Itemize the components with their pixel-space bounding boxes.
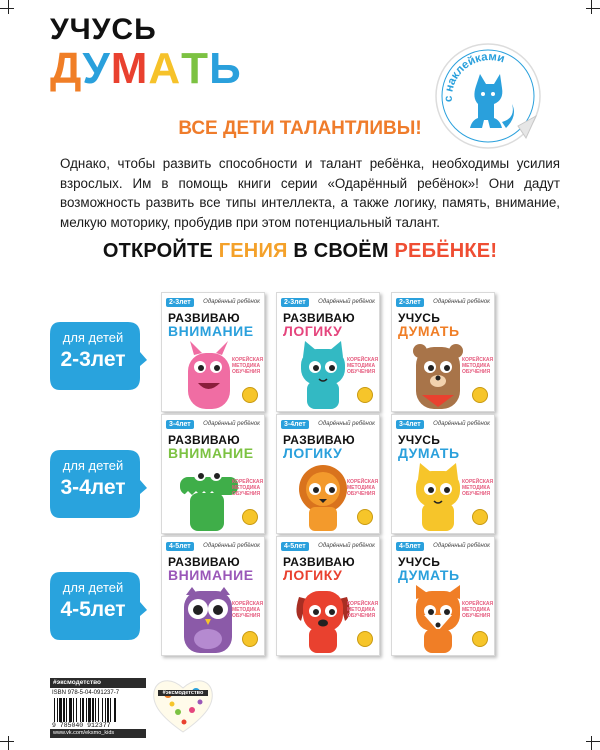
quality-seal-icon <box>472 631 488 647</box>
book-title-line1: РАЗВИВАЮ <box>283 433 355 447</box>
series-logo: Одарённый ребёнок <box>203 543 260 549</box>
quality-seal-icon <box>357 387 373 403</box>
book-cover <box>161 292 265 412</box>
age-label-small: для детей <box>62 580 124 595</box>
crop-mark-tl-v <box>8 0 9 14</box>
tagline-part4: РЕБЁНКЕ! <box>394 240 498 262</box>
series-title-line2 <box>50 46 242 92</box>
crop-mark-br-v <box>591 736 592 750</box>
tagline <box>0 240 600 263</box>
series-title-letter: Ь <box>209 44 242 93</box>
series-logo: Одарённый ребёнок <box>203 421 260 427</box>
heart-badge-label: #эксмодетство <box>158 690 208 696</box>
age-label-small: для детей <box>62 330 124 345</box>
dog-icon <box>285 585 361 655</box>
book-age-tag: 2-3лет <box>166 298 194 307</box>
series-logo: Одарённый ребёнок <box>433 543 490 549</box>
crop-mark-bl-v <box>8 736 9 750</box>
brand-hashtag: #эксмодетство <box>50 678 146 688</box>
series-logo: Одарённый ребёнок <box>203 299 260 305</box>
age-bubble-3-4 <box>50 446 148 526</box>
series-title-letter: Т <box>181 44 210 93</box>
book-title-line2: ВНИМАНИЕ <box>168 323 254 339</box>
method-label: КОРЕЙСКАЯ МЕТОДИКА ОБУЧЕНИЯ <box>462 357 494 375</box>
book-age-tag: 4-5лет <box>166 542 194 551</box>
headline: ВСЕ ДЕТИ ТАЛАНТЛИВЫ! <box>178 118 422 139</box>
book-cover <box>161 414 265 534</box>
series-logo: Одарённый ребёнок <box>433 299 490 305</box>
book-title-line1: УЧУСЬ <box>398 433 441 447</box>
barcode-digits: 9 785040 912377 <box>52 722 111 729</box>
crop-mark-tr-v <box>591 0 592 14</box>
age-label-big: 4-5лет <box>60 598 126 621</box>
tagline-part3: В СВОЁМ <box>287 240 395 262</box>
series-title-letter: Д <box>50 44 83 93</box>
book-cover <box>391 292 495 412</box>
crop-mark-tl-h <box>0 8 14 9</box>
owl-icon <box>170 585 246 655</box>
book-title-line2: ВНИМАНИЕ <box>168 445 254 461</box>
age-label-big: 2-3лет <box>60 348 126 371</box>
book-title-line1: РАЗВИВАЮ <box>283 555 355 569</box>
heart-badge-icon <box>150 672 216 738</box>
quality-seal-icon <box>242 631 258 647</box>
book-cover <box>276 292 380 412</box>
crocodile-icon <box>170 463 246 533</box>
book-cover <box>276 414 380 534</box>
tagline-part2: ГЕНИЯ <box>218 240 288 262</box>
book-cover <box>391 414 495 534</box>
series-title <box>50 14 242 92</box>
book-age-tag: 2-3лет <box>396 298 424 307</box>
method-label: КОРЕЙСКАЯ МЕТОДИКА ОБУЧЕНИЯ <box>462 601 494 619</box>
cat-icon <box>285 341 361 411</box>
book-age-tag: 3-4лет <box>166 420 194 429</box>
quality-seal-icon <box>242 387 258 403</box>
method-label: КОРЕЙСКАЯ МЕТОДИКА ОБУЧЕНИЯ <box>462 479 494 497</box>
book-title-line2: ДУМАТЬ <box>398 323 460 339</box>
book-title-line2: ЛОГИКУ <box>283 323 343 339</box>
crop-mark-bl-h <box>0 741 14 742</box>
book-age-tag: 3-4лет <box>396 420 424 429</box>
quality-seal-icon <box>357 509 373 525</box>
book-title-line2: ДУМАТЬ <box>398 567 460 583</box>
fox-icon <box>400 585 476 655</box>
tagline-part1: ОТКРОЙТЕ <box>102 240 219 262</box>
book-age-tag: 4-5лет <box>396 542 424 551</box>
book-age-tag: 2-3лет <box>281 298 309 307</box>
book-title-line1: УЧУСЬ <box>398 311 441 325</box>
barcode-block <box>50 678 146 738</box>
method-label: КОРЕЙСКАЯ МЕТОДИКА ОБУЧЕНИЯ <box>347 601 379 619</box>
quality-seal-icon <box>242 509 258 525</box>
series-logo: Одарённый ребёнок <box>318 299 375 305</box>
book-title-line2: ДУМАТЬ <box>398 445 460 461</box>
series-title-line1: УЧУСЬ <box>50 13 157 46</box>
book-age-tag: 4-5лет <box>281 542 309 551</box>
book-title-line2: ЛОГИКУ <box>283 445 343 461</box>
method-label: КОРЕЙСКАЯ МЕТОДИКА ОБУЧЕНИЯ <box>347 357 379 375</box>
book-title-line1: РАЗВИВАЮ <box>168 311 240 325</box>
series-title-letter: У <box>82 44 111 93</box>
age-label-big: 3-4лет <box>60 476 126 499</box>
quality-seal-icon <box>472 387 488 403</box>
series-logo: Одарённый ребёнок <box>433 421 490 427</box>
method-label: КОРЕЙСКАЯ МЕТОДИКА ОБУЧЕНИЯ <box>232 479 264 497</box>
book-title-line1: РАЗВИВАЮ <box>283 311 355 325</box>
intro-text: Однако, чтобы развить способности и талант ребёнка, необходимы усилия взрослых. Им в помощь книги серии «Одарённый ребёнок»! Они дадут возможность развить все типы интеллекта, а также логику, память, внимание, мелкую моторику, пробудив при этом потенциальный талант. <box>60 156 560 230</box>
quality-seal-icon <box>472 509 488 525</box>
quality-seal-icon <box>357 631 373 647</box>
vk-link: www.vk.com/eksmo_kids <box>50 729 146 738</box>
book-title-line1: РАЗВИВАЮ <box>168 433 240 447</box>
book-cover <box>391 536 495 656</box>
method-label: КОРЕЙСКАЯ МЕТОДИКА ОБУЧЕНИЯ <box>232 601 264 619</box>
isbn-text: ISBN 978-5-04-091237-7 <box>52 690 120 696</box>
series-title-letter: М <box>110 44 149 93</box>
barcode-bars <box>54 698 142 722</box>
book-title-line2: ЛОГИКУ <box>283 567 343 583</box>
pink-monster-icon <box>170 341 246 411</box>
book-cover <box>276 536 380 656</box>
series-logo: Одарённый ребёнок <box>318 421 375 427</box>
series-logo: Одарённый ребёнок <box>318 543 375 549</box>
yellow-cat-icon <box>400 463 476 533</box>
book-title-line1: РАЗВИВАЮ <box>168 555 240 569</box>
crop-mark-tr-h <box>586 8 600 9</box>
sticker-text: с наклейками <box>442 51 506 103</box>
bear-icon <box>400 341 476 411</box>
book-cover <box>161 536 265 656</box>
series-title-letter: А <box>148 44 182 93</box>
book-age-tag: 3-4лет <box>281 420 309 429</box>
age-bubble-4-5 <box>50 568 148 648</box>
crop-mark-br-h <box>586 741 600 742</box>
book-title-line2: ВНИМАНИЕ <box>168 567 254 583</box>
lion-icon <box>285 463 361 533</box>
method-label: КОРЕЙСКАЯ МЕТОДИКА ОБУЧЕНИЯ <box>232 357 264 375</box>
age-bubble-2-3 <box>50 318 148 398</box>
age-label-small: для детей <box>62 458 124 473</box>
book-title-line1: УЧУСЬ <box>398 555 441 569</box>
method-label: КОРЕЙСКАЯ МЕТОДИКА ОБУЧЕНИЯ <box>347 479 379 497</box>
